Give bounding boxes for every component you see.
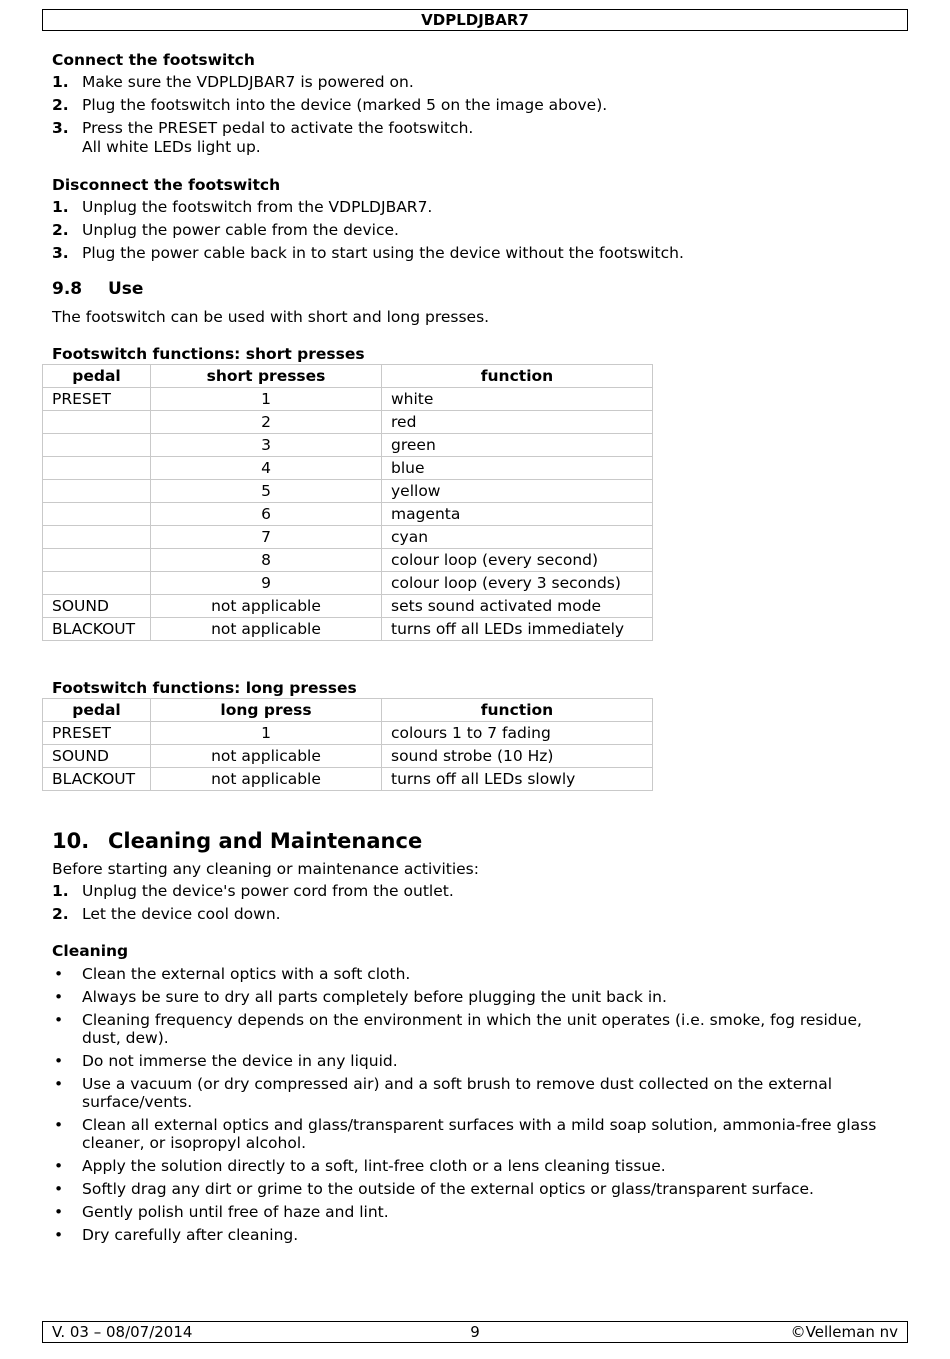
list-item <box>52 905 898 924</box>
table-cell: 3 <box>151 434 382 457</box>
table-row <box>43 745 653 768</box>
table-cell: PRESET <box>43 388 151 411</box>
step-number: 1. <box>52 882 69 900</box>
table-cell: 9 <box>151 572 382 595</box>
table-cell: colours 1 to 7 fading <box>382 722 653 745</box>
table-cell <box>43 434 151 457</box>
table-cell: turns off all LEDs slowly <box>382 768 653 791</box>
table-row <box>43 768 653 791</box>
table-row <box>43 526 653 549</box>
page-footer <box>42 1321 908 1343</box>
bullet-text: Use a vacuum (or dry compressed air) and a soft brush to remove dust collected on the external surface/vents. <box>82 1075 833 1111</box>
copyright: ©Velleman nv <box>790 1323 898 1341</box>
table-cell <box>43 549 151 572</box>
bullet-text: Do not immerse the device in any liquid. <box>82 1052 398 1070</box>
step-text: Plug the power cable back in to start using the device without the footswitch. <box>82 244 684 262</box>
connect-heading: Connect the footswitch <box>52 51 255 69</box>
page-content <box>52 50 898 1249</box>
bullet-text: Apply the solution directly to a soft, lint-free cloth or a lens cleaning tissue. <box>82 1157 666 1175</box>
table-cell: 6 <box>151 503 382 526</box>
maintenance-intro: Before starting any cleaning or maintenance activities: <box>52 860 479 878</box>
bullet-text: Softly drag any dirt or grime to the outside of the external optics or glass/transparent surface. <box>82 1180 814 1198</box>
step-number: 3. <box>52 244 69 262</box>
list-item <box>52 1180 898 1198</box>
list-item <box>52 221 898 240</box>
table-cell: blue <box>382 457 653 480</box>
step-text: Press the PRESET pedal to activate the footswitch. <box>82 119 474 137</box>
bullet-text: Clean the external optics with a soft cloth. <box>82 965 411 983</box>
table-cell: sound strobe (10 Hz) <box>382 745 653 768</box>
step-number: 2. <box>52 96 69 114</box>
table-cell: 1 <box>151 388 382 411</box>
table-cell: 7 <box>151 526 382 549</box>
step-text: Make sure the VDPLDJBAR7 is powered on. <box>82 73 414 91</box>
step-text: Let the device cool down. <box>82 905 281 923</box>
bullet-text: Gently polish until free of haze and lint. <box>82 1203 389 1221</box>
version-date: V. 03 – 08/07/2014 <box>52 1323 193 1341</box>
step-number: 3. <box>52 119 69 137</box>
table-cell: SOUND <box>43 745 151 768</box>
list-item <box>52 1116 898 1152</box>
column-header: pedal <box>43 365 151 388</box>
table-cell <box>43 503 151 526</box>
table-cell: 2 <box>151 411 382 434</box>
page-number: 9 <box>470 1323 480 1341</box>
table-cell <box>43 526 151 549</box>
table-cell: turns off all LEDs immediately <box>382 618 653 641</box>
bullet-text: Cleaning frequency depends on the environment in which the unit operates (i.e. smoke, fog residue, dust, dew). <box>82 1011 862 1047</box>
table-cell: not applicable <box>151 618 382 641</box>
list-item <box>52 1157 898 1175</box>
column-header: function <box>382 699 653 722</box>
column-header: function <box>382 365 653 388</box>
table-cell: not applicable <box>151 745 382 768</box>
table-cell: not applicable <box>151 595 382 618</box>
step-number: 1. <box>52 198 69 216</box>
header-title: VDPLDJBAR7 <box>421 11 529 29</box>
table-cell <box>43 411 151 434</box>
disconnect-steps <box>52 198 898 263</box>
chapter-number: 10. <box>52 829 90 853</box>
bullet: • <box>54 965 64 983</box>
table-row <box>43 434 653 457</box>
table-cell: magenta <box>382 503 653 526</box>
step-number: 2. <box>52 905 69 923</box>
bullet: • <box>54 1180 64 1198</box>
table-cell: BLACKOUT <box>43 618 151 641</box>
cleaning-list <box>52 965 898 1244</box>
bullet: • <box>54 1011 64 1029</box>
table-row <box>43 618 653 641</box>
chapter-title <box>52 827 898 855</box>
table-cell: white <box>382 388 653 411</box>
table-row <box>43 388 653 411</box>
table-cell: not applicable <box>151 768 382 791</box>
table-cell: green <box>382 434 653 457</box>
list-item <box>52 119 898 157</box>
table-cell: sets sound activated mode <box>382 595 653 618</box>
short-presses-table <box>42 364 653 641</box>
bullet-text: Clean all external optics and glass/transparent surfaces with a mild soap solution, ammonia-free glass cleaner, or isopropyl alcohol. <box>82 1116 877 1152</box>
list-item <box>52 965 898 983</box>
step-note: All white LEDs light up. <box>82 138 261 156</box>
bullet: • <box>54 1116 64 1134</box>
table-row <box>43 480 653 503</box>
table-header-row <box>43 699 653 722</box>
list-item <box>52 882 898 901</box>
step-text: Unplug the footswitch from the VDPLDJBAR7. <box>82 198 433 216</box>
table-row <box>43 549 653 572</box>
table-cell <box>43 480 151 503</box>
table-cell: yellow <box>382 480 653 503</box>
long-presses-table <box>42 698 653 791</box>
bullet: • <box>54 1226 64 1244</box>
list-item <box>52 1203 898 1221</box>
table-cell: red <box>382 411 653 434</box>
column-header: short presses <box>151 365 382 388</box>
step-number: 2. <box>52 221 69 239</box>
connect-steps <box>52 73 898 157</box>
list-item <box>52 244 898 263</box>
table-cell: colour loop (every second) <box>382 549 653 572</box>
list-item <box>52 1075 898 1111</box>
page-header <box>42 9 908 31</box>
table-row <box>43 503 653 526</box>
step-text: Plug the footswitch into the device (marked 5 on the image above). <box>82 96 608 114</box>
table-row <box>43 572 653 595</box>
table-row <box>43 722 653 745</box>
table-cell: 1 <box>151 722 382 745</box>
maintenance-steps <box>52 882 898 924</box>
step-number: 1. <box>52 73 69 91</box>
section-title <box>52 277 898 301</box>
table-cell: colour loop (every 3 seconds) <box>382 572 653 595</box>
table-cell <box>43 457 151 480</box>
table-cell: BLACKOUT <box>43 768 151 791</box>
bullet-text: Dry carefully after cleaning. <box>82 1226 299 1244</box>
list-item <box>52 73 898 92</box>
list-item <box>52 1011 898 1047</box>
disconnect-heading: Disconnect the footswitch <box>52 176 281 194</box>
bullet: • <box>54 1157 64 1175</box>
step-text: Unplug the device's power cord from the outlet. <box>82 882 454 900</box>
section-number: 9.8 <box>52 279 83 299</box>
list-item <box>52 1052 898 1070</box>
list-item <box>52 1226 898 1244</box>
bullet: • <box>54 1203 64 1221</box>
table-row <box>43 595 653 618</box>
short-table-heading: Footswitch functions: short presses <box>52 345 365 363</box>
table-cell <box>43 572 151 595</box>
bullet-text: Always be sure to dry all parts completely before plugging the unit back in. <box>82 988 667 1006</box>
cleaning-heading: Cleaning <box>52 942 129 960</box>
chapter-title-text: Cleaning and Maintenance <box>108 829 423 853</box>
list-item <box>52 96 898 115</box>
bullet: • <box>54 1075 64 1093</box>
table-cell: cyan <box>382 526 653 549</box>
long-table-heading: Footswitch functions: long presses <box>52 679 357 697</box>
table-row <box>43 457 653 480</box>
table-cell: 4 <box>151 457 382 480</box>
column-header: long press <box>151 699 382 722</box>
table-row <box>43 411 653 434</box>
use-intro: The footswitch can be used with short and long presses. <box>52 308 490 326</box>
section-title-text: Use <box>108 279 144 299</box>
table-cell: PRESET <box>43 722 151 745</box>
list-item <box>52 988 898 1006</box>
list-item <box>52 198 898 217</box>
step-text: Unplug the power cable from the device. <box>82 221 399 239</box>
bullet: • <box>54 1052 64 1070</box>
table-header-row <box>43 365 653 388</box>
column-header: pedal <box>43 699 151 722</box>
table-cell: 5 <box>151 480 382 503</box>
bullet: • <box>54 988 64 1006</box>
table-cell: SOUND <box>43 595 151 618</box>
table-cell: 8 <box>151 549 382 572</box>
